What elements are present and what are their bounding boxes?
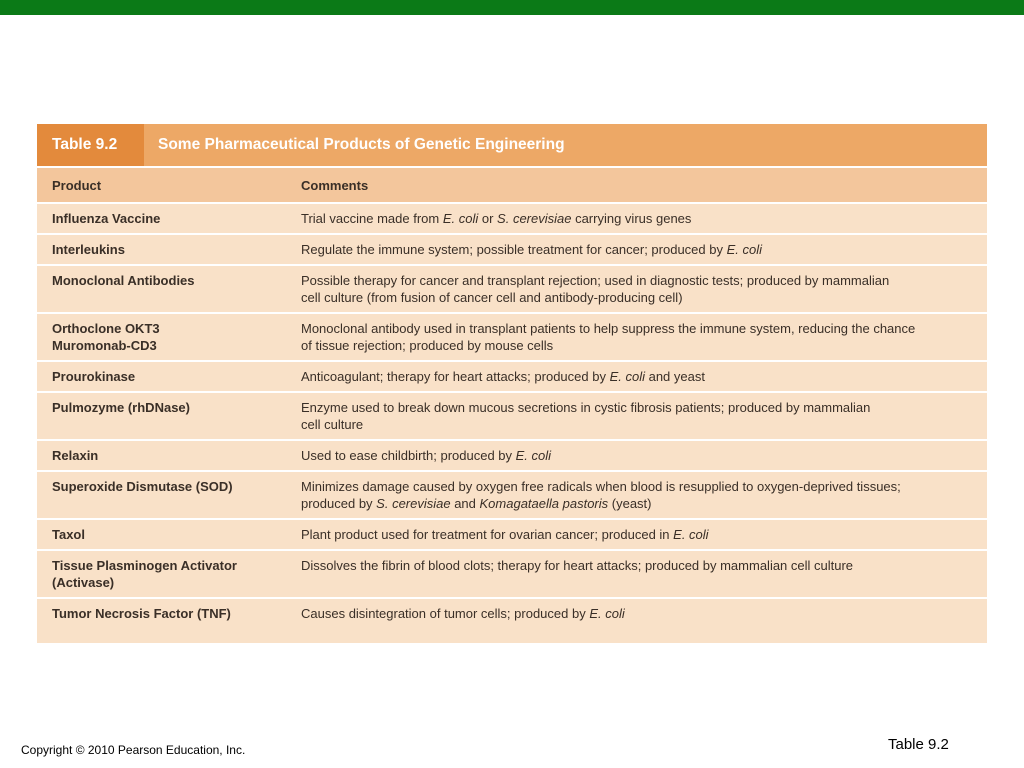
comment-cell — [301, 235, 987, 264]
table-row — [37, 314, 987, 362]
comment-line: Monoclonal antibody used in transplant patients to help suppress the immune system, reducing the chance — [301, 321, 916, 336]
table-row — [37, 362, 987, 393]
comment-cell — [301, 266, 987, 312]
comment-line: Minimizes damage caused by oxygen free radicals when blood is resupplied to oxygen-deprived tissues; — [301, 479, 901, 494]
product-name: Superoxide Dismutase (SOD) — [52, 479, 233, 494]
table-row — [37, 235, 987, 266]
copyright-text: Copyright © 2010 Pearson Education, Inc. — [21, 743, 246, 757]
slide-label: Table 9.2 — [888, 736, 949, 753]
comment-cell — [301, 520, 987, 549]
table-row — [37, 204, 987, 235]
comment-line: Anticoagulant; therapy for heart attacks; produced by E. coli and yeast — [301, 369, 705, 384]
product-cell — [37, 204, 301, 233]
comment-line: cell culture — [301, 417, 364, 432]
product-cell — [37, 472, 301, 518]
comment-cell — [301, 472, 987, 518]
product-cell — [37, 599, 301, 646]
comment-line: Enzyme used to break down mucous secretions in cystic fibrosis patients; produced by mammalian — [301, 400, 871, 415]
product-cell — [37, 520, 301, 549]
product-cell — [37, 551, 301, 597]
comment-cell — [301, 314, 987, 360]
product-cell — [37, 441, 301, 470]
product-name: Relaxin — [52, 448, 99, 463]
table-number: Table 9.2 — [37, 124, 144, 166]
product-cell — [37, 235, 301, 264]
table-row — [37, 599, 987, 646]
comment-line: Plant product used for treatment for ovarian cancer; produced in E. coli — [301, 527, 709, 542]
table-title: Some Pharmaceutical Products of Genetic Engineering — [158, 136, 565, 153]
table-row — [37, 551, 987, 599]
table-title-bar — [37, 124, 987, 168]
product-name: (Activase) — [52, 575, 115, 590]
product-name: Prourokinase — [52, 369, 136, 384]
comment-line: Trial vaccine made from E. coli or S. cerevisiae carrying virus genes — [301, 211, 692, 226]
product-cell — [37, 266, 301, 312]
product-name: Orthoclone OKT3 — [52, 321, 160, 336]
pharma-table — [37, 124, 987, 643]
product-name: Influenza Vaccine — [52, 211, 161, 226]
product-name: Muromonab-CD3 — [52, 338, 157, 353]
column-header-comments: Comments — [301, 177, 369, 193]
comment-line: Regulate the immune system; possible treatment for cancer; produced by E. coli — [301, 242, 763, 257]
top-accent-bar — [0, 0, 1024, 15]
table-row — [37, 441, 987, 472]
product-name: Tissue Plasminogen Activator — [52, 558, 237, 573]
comment-line: Used to ease childbirth; produced by E. coli — [301, 448, 552, 463]
comment-cell — [301, 599, 987, 646]
product-cell — [37, 362, 301, 391]
comment-line: Causes disintegration of tumor cells; produced by E. coli — [301, 606, 625, 621]
comment-line: Possible therapy for cancer and transplant rejection; used in diagnostic tests; produced by mammalian — [301, 273, 890, 288]
comment-line: produced by S. cerevisiae and Komagataella pastoris (yeast) — [301, 496, 652, 511]
table-row — [37, 520, 987, 551]
product-name: Interleukins — [52, 242, 125, 257]
table-header-row — [37, 168, 987, 204]
table-row — [37, 266, 987, 314]
product-name: Monoclonal Antibodies — [52, 273, 195, 288]
product-name: Taxol — [52, 527, 85, 542]
comment-line: cell culture (from fusion of cancer cell and antibody-producing cell) — [301, 290, 683, 305]
comment-cell — [301, 551, 987, 597]
product-name: Pulmozyme (rhDNase) — [52, 400, 190, 415]
table-row — [37, 393, 987, 441]
product-name: Tumor Necrosis Factor (TNF) — [52, 606, 231, 621]
column-header-product: Product — [52, 177, 102, 193]
comment-cell — [301, 362, 987, 391]
table-row — [37, 472, 987, 520]
product-cell — [37, 314, 301, 360]
comment-cell — [301, 393, 987, 439]
comment-cell — [301, 441, 987, 470]
comment-line: Dissolves the fibrin of blood clots; therapy for heart attacks; produced by mammalian cell culture — [301, 558, 854, 573]
comment-line: of tissue rejection; produced by mouse cells — [301, 338, 554, 353]
product-cell — [37, 393, 301, 439]
comment-cell — [301, 204, 987, 233]
